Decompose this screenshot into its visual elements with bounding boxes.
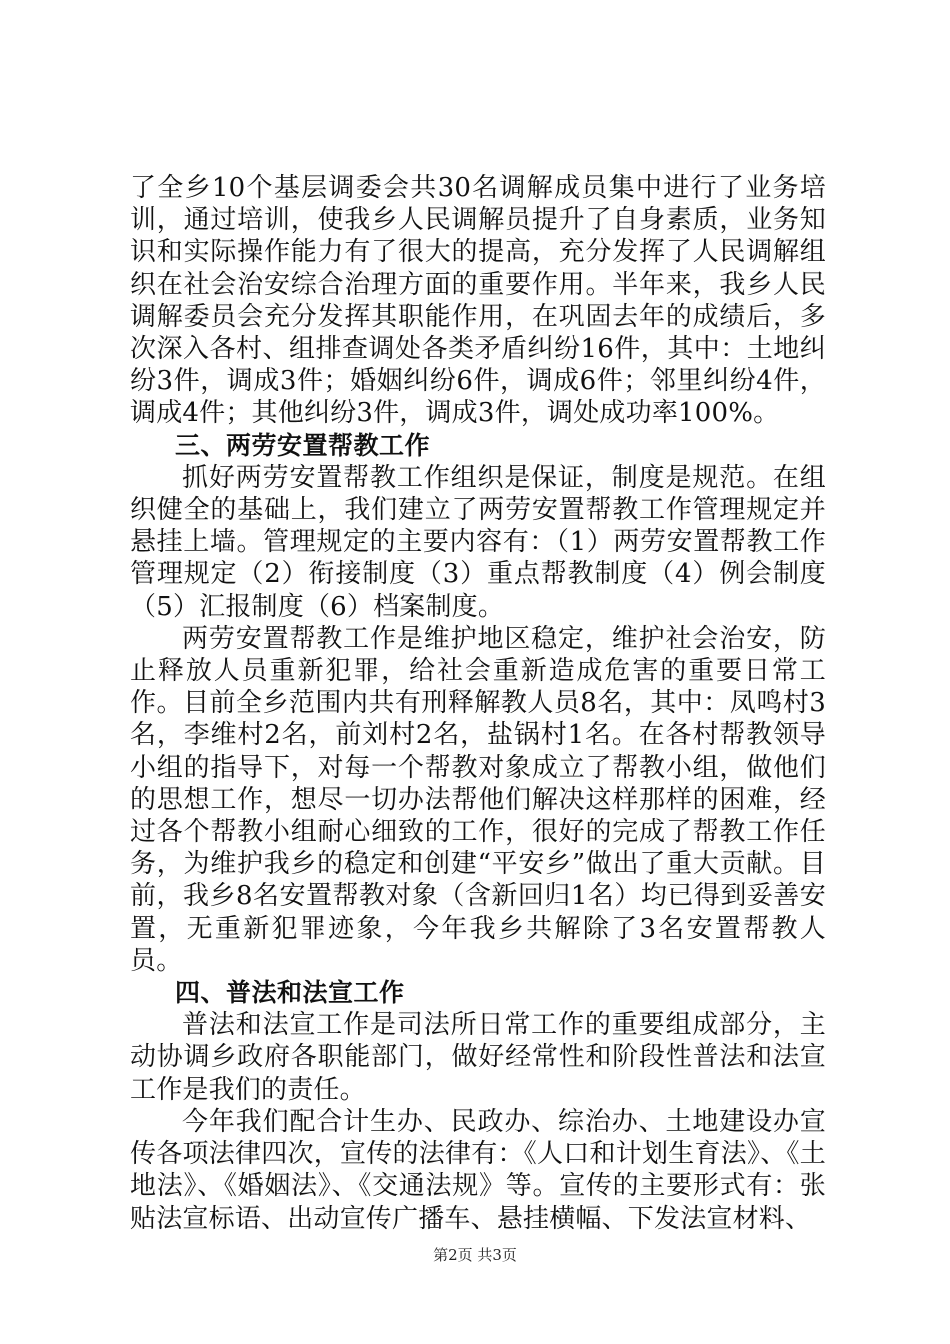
document-body: [130, 172, 826, 1235]
section-heading-resettlement: 三、两劳安置帮教工作: [175, 430, 431, 460]
paragraph-mediation-summary: 了全乡10个基层调委会共30名调解成员集中进行了业务培训，通过培训，使我乡人民调解员提升了自身素质，业务知识和实际操作能力有了很大的提高，充分发挥了人民调解组织在社会治安综合治理方面的重要作用。半年来，我乡人民调解委员会充分发挥其职能作用，在巩固去年的成绩后，多次深入各村、组排查调处各类矛盾纠纷16件，其中：土地纠纷3件，调成3件；婚姻纠纷6件，调成6件；邻里纠纷4件，调成4件；其他纠纷3件，调成3件，调处成功率100%。: [130, 173, 826, 429]
paragraph-legal-publicity-activities: 今年我们配合计生办、民政办、综治办、土地建设办宣传各项法律四次，宣传的法律有：《人口和计划生育法》、《土地法》、《婚姻法》、《交通法规》等。宣传的主要形式有：张贴法宣标语、出动宣传广播车、悬挂横幅、下发法宣材料、: [130, 1106, 826, 1234]
paragraph-resettlement-rules: 抓好两劳安置帮教工作组织是保证，制度是规范。在组织健全的基础上，我们建立了两劳安置帮教工作管理规定并悬挂上墙。管理规定的主要内容有：（1）两劳安置帮教工作管理规定（2）衔接制度（3）重点帮教制度（4）例会制度（5）汇报制度（6）档案制度。: [130, 462, 826, 622]
section-heading-legal-publicity: 四、普法和法宣工作: [175, 978, 405, 1008]
paragraph-resettlement-work: 两劳安置帮教工作是维护地区稳定，维护社会治安，防止释放人员重新犯罪，给社会重新造成危害的重要日常工作。目前全乡范围内共有刑释解教人员8名，其中：凤鸣村3名，李维村2名，前刘村2名，盐锅村1名。在各村帮教领导小组的指导下，对每一个帮教对象成立了帮教小组，做他们的思想工作，想尽一切办法帮他们解决这样那样的困难，经过各个帮教小组耐心细致的工作，很好的完成了帮教工作任务，为维护我乡的稳定和创建“平安乡”做出了重大贡献。目前，我乡8名安置帮教对象（含新回归1名）均已得到妥善安置，无重新犯罪迹象，今年我乡共解除了3名安置帮教人员。: [130, 623, 826, 976]
page-footer: 第2页 共3页: [433, 1246, 517, 1264]
paragraph-legal-publicity-intro: 普法和法宣工作是司法所日常工作的重要组成部分，主动协调乡政府各职能部门，做好经常性和阶段性普法和法宣工作是我们的责任。: [130, 1010, 826, 1105]
